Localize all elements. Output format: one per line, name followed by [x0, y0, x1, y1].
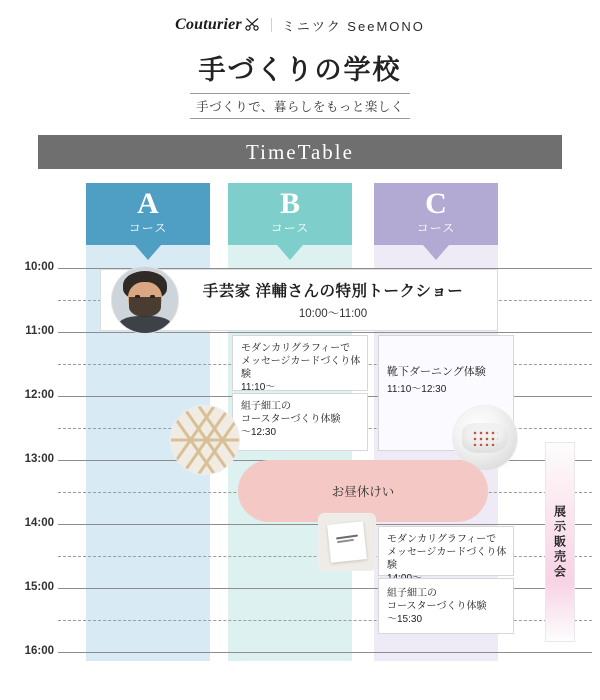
brand-divider	[271, 18, 272, 32]
event-b-kumiko-time: 〜12:30	[241, 427, 277, 438]
gridline-16	[58, 652, 592, 653]
event-c-kumiko-line2: コースターづくり体験	[387, 601, 487, 612]
course-notch-c	[423, 245, 449, 260]
time-label-1600: 16:00	[24, 645, 54, 657]
timetable-chart	[0, 183, 600, 688]
course-notch-a	[135, 245, 161, 260]
calligraphy-card-art	[319, 514, 375, 570]
couturier-logo-text: Couturier	[175, 16, 242, 33]
course-kana-a: コース	[128, 221, 168, 235]
course-header-a	[86, 183, 210, 245]
time-label-1500: 15:00	[24, 581, 54, 593]
time-label-1000: 10:00	[24, 261, 54, 273]
event-c-darning-time: 11:10〜12:30	[387, 384, 447, 395]
course-kana-c: コース	[416, 221, 456, 235]
time-label-1300: 13:00	[24, 453, 54, 465]
event-exhibition-sale[interactable]	[545, 442, 575, 642]
event-c-darning-title: 靴下ダーニング体験	[387, 366, 486, 378]
couturier-logo	[175, 16, 261, 34]
event-b-calligraphy-line1: モダンカリグラフィーで	[241, 343, 351, 354]
kumiko-lattice-photo	[170, 405, 240, 475]
kumiko-lattice-art	[171, 406, 239, 474]
course-kana-b: コース	[270, 221, 310, 235]
event-c-calligraphy[interactable]	[378, 526, 514, 576]
talk-title: 手芸家 洋輔さんの特別トークショー	[202, 283, 464, 300]
event-c-kumiko-line1: 組子細工の	[387, 588, 437, 599]
event-b-calligraphy-line2: メッセージカードづくり体験	[241, 356, 361, 380]
time-label-1200: 12:00	[24, 389, 54, 401]
event-exhibition-sale-label: 展示販売会	[552, 504, 567, 580]
talk-text	[179, 279, 497, 321]
event-c-kumiko[interactable]	[378, 578, 514, 634]
page-subtitle-wrap	[0, 93, 600, 119]
course-header-b	[228, 183, 352, 245]
course-letter-a: A	[137, 187, 159, 220]
event-b-calligraphy[interactable]	[232, 335, 368, 391]
event-c-calligraphy-line2: メッセージカードづくり体験	[387, 547, 507, 571]
time-label-1400: 14:00	[24, 517, 54, 529]
calligraphy-card-photo	[318, 513, 376, 571]
course-letter-b: B	[279, 187, 300, 220]
page-subtitle: 手づくりで、暮らしをもっと楽しく	[190, 93, 410, 119]
timetable-banner: TimeTable	[38, 135, 562, 169]
course-notch-b	[277, 245, 303, 260]
portrait-photo	[111, 266, 179, 334]
time-label-1100: 11:00	[25, 325, 54, 337]
event-lunch-label: お昼休けい	[331, 485, 395, 499]
page-title: 手づくりの学校	[198, 55, 402, 85]
course-letter-c: C	[425, 187, 447, 220]
talk-time: 10:00〜11:00	[298, 308, 368, 320]
course-header-c	[374, 183, 498, 245]
brand-subtitle: ミニツク SeeMONO	[281, 18, 425, 34]
brand-bar	[0, 0, 600, 36]
event-b-calligraphy-time: 11:10〜	[241, 382, 276, 393]
event-b-kumiko-line2: コースターづくり体験	[241, 414, 341, 425]
event-c-kumiko-time: 〜15:30	[387, 614, 423, 625]
event-b-kumiko[interactable]	[232, 393, 368, 451]
event-special-talk[interactable]	[100, 269, 498, 331]
event-c-calligraphy-line1: モダンカリグラフィーで	[387, 534, 497, 545]
scissors-icon	[245, 17, 261, 31]
event-b-kumiko-line1: 組子細工の	[241, 401, 291, 412]
